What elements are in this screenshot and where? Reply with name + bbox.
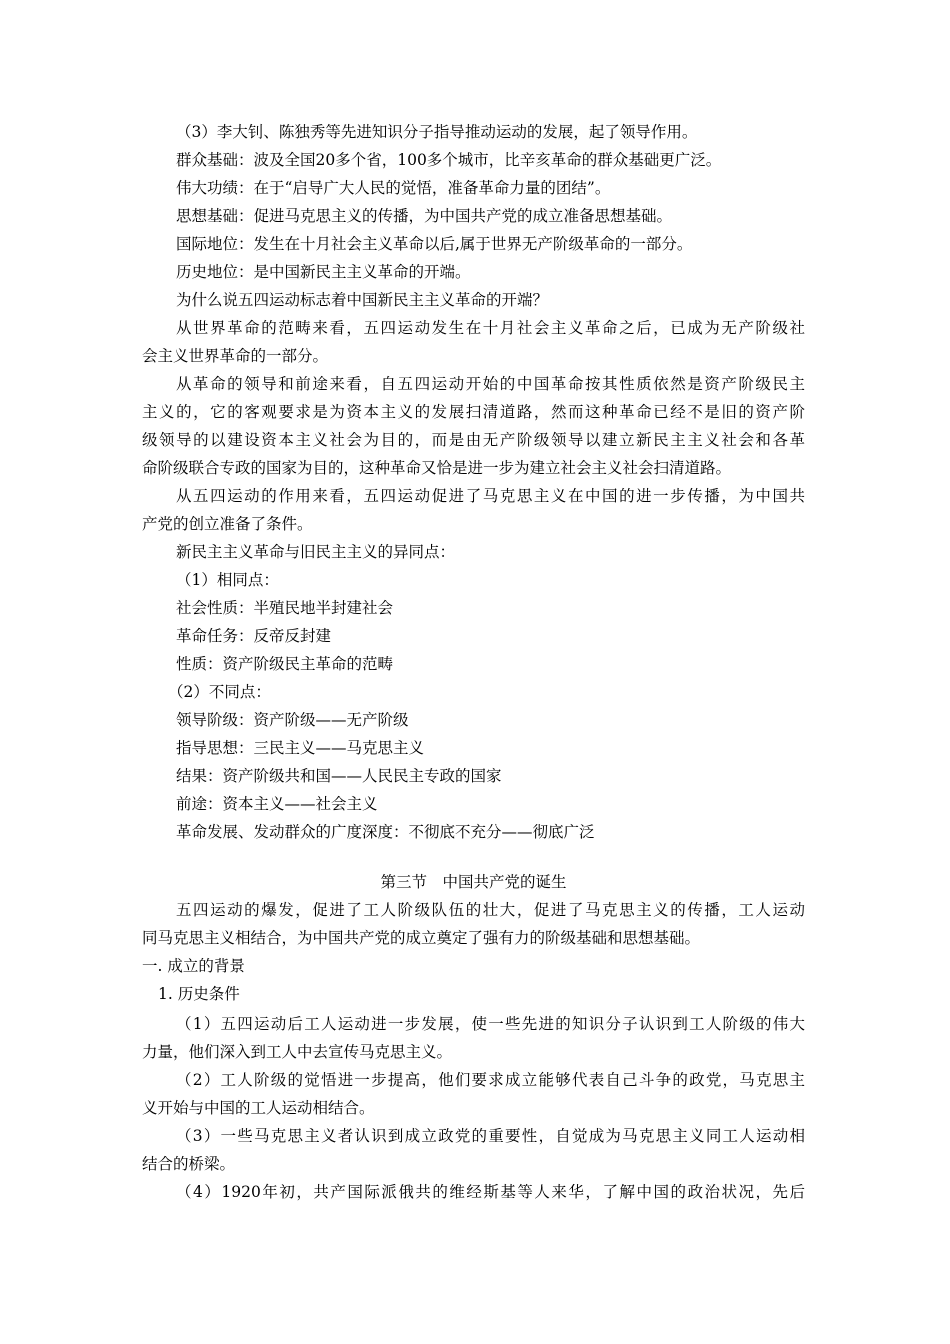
text-line-8: 从世界革命的范畴来看，五四运动发生在十月社会主义革命之后，已成为无产阶级社	[176, 319, 805, 337]
text-line-17: （1）相同点：	[176, 571, 279, 589]
text-line-38: （4）1920年初，共产国际派俄共的维经斯基等人来华，了解中国的政治状况，先后	[176, 1183, 805, 1201]
text-line-5: 国际地位：发生在十月社会主义革命以后,属于世界无产阶级革命的一部分。	[176, 235, 693, 253]
text-line-16: 新民主主义革命与旧民主主义的异同点：	[176, 543, 456, 561]
text-line-3: 伟大功绩：在于“启导广大人民的觉悟，准备革命力量的团结”。	[176, 179, 611, 197]
text-line-14: 从五四运动的作用来看，五四运动促进了马克思主义在中国的进一步传播，为中国共	[176, 487, 805, 505]
text-line-24: 结果：资产阶级共和国——人民民主专政的国家	[176, 767, 502, 785]
text-line-20: 性质：资产阶级民主革命的范畴	[176, 655, 394, 673]
text-line-2: 群众基础：波及全国20多个省，100多个城市，比辛亥革命的群众基础更广泛。	[176, 151, 722, 169]
text-line-29: 同马克思主义相结合，为中国共产党的成立奠定了强有力的阶级基础和思想基础。	[142, 929, 701, 947]
text-line-19: 革命任务：反帝反封建	[176, 627, 332, 645]
text-line-28: 五四运动的爆发，促进了工人阶级队伍的壮大，促进了马克思主义的传播，工人运动	[176, 901, 805, 919]
subheading-background: 一. 成立的背景	[142, 957, 245, 975]
text-line-6: 历史地位：是中国新民主主义革命的开端。	[176, 263, 471, 281]
text-line-11: 主义的，它的客观要求是为资本主义的发展扫清道路，然而这种革命已经不是旧的资产阶	[142, 403, 805, 421]
section-heading: 第三节 中国共产党的诞生	[380, 873, 567, 891]
text-line-33: 力量，他们深入到工人中去宣传马克思主义。	[142, 1043, 453, 1061]
subheading-historical-conditions: 1. 历史条件	[158, 985, 240, 1003]
text-line-32: （1）五四运动后工人运动进一步发展，使一些先进的知识分子认识到工人阶级的伟大	[176, 1015, 805, 1033]
text-line-34: （2）工人阶级的觉悟进一步提高，他们要求成立能够代表自己斗争的政党，马克思主	[176, 1071, 805, 1089]
text-line-13: 命阶级联合专政的国家为目的，这种革命又恰是进一步为建立社会主义社会扫清道路。	[142, 459, 732, 477]
text-line-7: 为什么说五四运动标志着中国新民主主义革命的开端？	[176, 291, 549, 309]
text-line-15: 产党的创立准备了条件。	[142, 515, 313, 533]
text-line-10: 从革命的领导和前途来看，自五四运动开始的中国革命按其性质依然是资产阶级民主	[176, 375, 805, 393]
text-line-12: 级领导的以建设资本主义社会为目的，而是由无产阶级领导以建立新民主主义社会和各革	[142, 431, 805, 449]
text-line-37: 结合的桥梁。	[142, 1155, 236, 1173]
text-line-1: （3）李大钊、陈独秀等先进知识分子指导推动运动的发展，起了领导作用。	[176, 123, 698, 141]
text-line-4: 思想基础：促进马克思主义的传播，为中国共产党的成立准备思想基础。	[176, 207, 673, 225]
text-line-18: 社会性质：半殖民地半封建社会	[176, 599, 394, 617]
text-line-36: （3）一些马克思主义者认识到成立政党的重要性，自觉成为马克思主义同工人运动相	[176, 1127, 805, 1145]
text-line-21: （2）不同点：	[168, 683, 271, 701]
text-line-26: 革命发展、发动群众的广度深度：不彻底不充分——彻底广泛	[176, 823, 595, 841]
text-line-22: 领导阶级：资产阶级——无产阶级	[176, 711, 409, 729]
text-line-25: 前途：资本主义——社会主义	[176, 795, 378, 813]
text-line-23: 指导思想：三民主义——马克思主义	[176, 739, 425, 757]
text-line-9: 会主义世界革命的一部分。	[142, 347, 329, 365]
text-line-35: 义开始与中国的工人运动相结合。	[142, 1099, 375, 1117]
